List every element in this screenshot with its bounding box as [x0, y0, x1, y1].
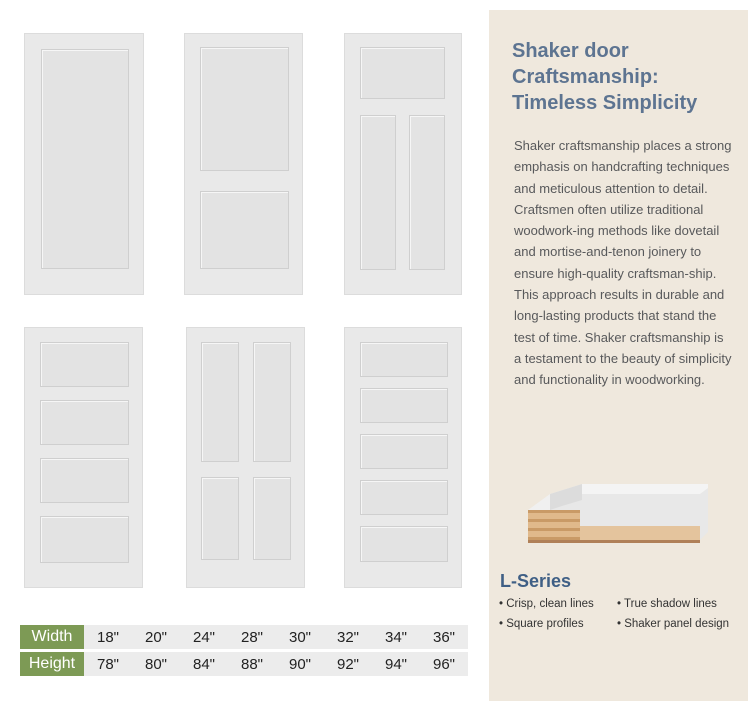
door-panel — [200, 191, 289, 269]
sidebar-title: Shaker door Craftsmanship: Timeless Simplicity — [512, 40, 698, 114]
door-panel — [360, 434, 448, 469]
door-profile-image — [522, 480, 710, 548]
width-cell: 36" — [420, 625, 468, 649]
width-cell: 24" — [180, 625, 228, 649]
height-cell: 80" — [132, 652, 180, 676]
door-five-horizontal-panel — [344, 327, 462, 588]
height-cell: 92" — [324, 652, 372, 676]
door-panel — [360, 342, 448, 377]
door-three-panel — [344, 33, 462, 295]
door-panel — [41, 49, 129, 269]
door-panel — [40, 458, 129, 503]
door-panel — [409, 115, 445, 270]
width-cell: 32" — [324, 625, 372, 649]
door-panel — [201, 477, 239, 560]
width-cell: 28" — [228, 625, 276, 649]
height-cell: 94" — [372, 652, 420, 676]
size-table — [20, 622, 468, 679]
door-panel — [201, 342, 239, 462]
feature-item: • True shadow lines — [617, 598, 717, 610]
door-panel — [360, 115, 396, 270]
width-cell: 34" — [372, 625, 420, 649]
height-cell: 78" — [84, 652, 132, 676]
info-sidebar — [489, 10, 748, 701]
door-panel — [200, 47, 289, 171]
door-panel — [40, 516, 129, 563]
door-panel — [360, 480, 448, 515]
door-panel — [40, 400, 129, 445]
width-row — [20, 625, 468, 649]
door-two-panel — [184, 33, 303, 295]
width-cell: 30" — [276, 625, 324, 649]
feature-item: • Shaker panel design — [617, 618, 730, 630]
height-label: Height — [20, 652, 84, 676]
door-panel — [360, 526, 448, 562]
height-row — [20, 652, 468, 676]
door-panel — [253, 342, 291, 462]
door-panel — [360, 47, 445, 99]
width-cell: 20" — [132, 625, 180, 649]
width-label: Width — [20, 625, 84, 649]
sidebar-body: Shaker craftsmanship places a strong emphasis on handcrafting techniques and meticulous attention to detail. Craftsmen often utilize traditional woodwork-ing methods like dovetail and mortise-and-tenon joinery to ensure high-quality craftsman-ship. This approach results in durable and long-lasting products that stand the test of time. Shaker craftsmanship is a testament to the beauty of simplicity and functionality in woodworking. — [514, 138, 732, 388]
width-cell: 18" — [84, 625, 132, 649]
door-four-horizontal-panel — [24, 327, 143, 588]
feature-item: • Crisp, clean lines — [499, 598, 594, 610]
height-cell: 84" — [180, 652, 228, 676]
feature-list — [499, 598, 744, 630]
height-cell: 96" — [420, 652, 468, 676]
height-cell: 90" — [276, 652, 324, 676]
height-cell: 88" — [228, 652, 276, 676]
door-four-vertical-panel — [186, 327, 305, 588]
feature-item: • Square profiles — [499, 618, 584, 630]
door-panel — [253, 477, 291, 560]
door-panel — [360, 388, 448, 423]
door-one-panel — [24, 33, 144, 295]
door-panel — [40, 342, 129, 387]
series-title: L-Series — [500, 571, 572, 591]
